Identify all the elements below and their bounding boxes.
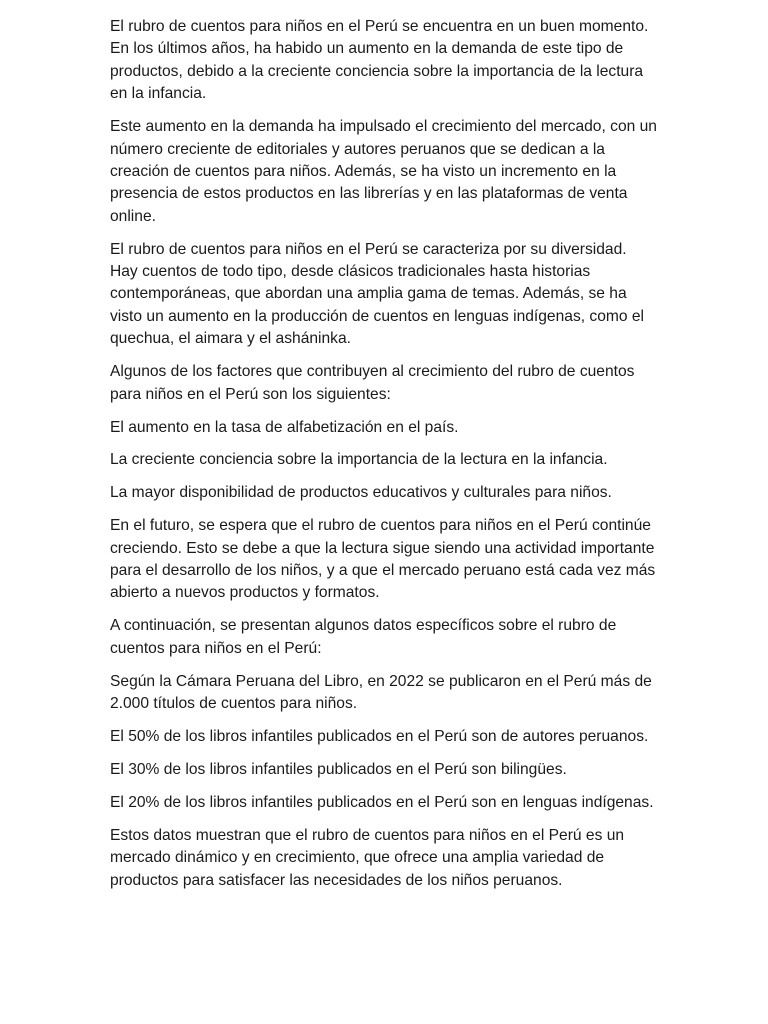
paragraph-factor-availability: La mayor disponibilidad de productos educativos y culturales para niños. — [110, 484, 612, 502]
paragraph-data-authors: El 50% de los libros infantiles publicados en el Perú son de autores peruanos. — [110, 727, 649, 745]
paragraph-factor-awareness: La creciente conciencia sobre la importancia de la lectura en la infancia. — [110, 451, 608, 469]
paragraph-factor-literacy: El aumento en la tasa de alfabetización en el país. — [110, 418, 459, 436]
paragraph-data-bilingual: El 30% de los libros infantiles publicados en el Perú son bilingües. — [110, 760, 567, 778]
paragraph-factors-intro: Algunos de los factores que contribuyen al crecimiento del rubro de cuentos para niños en el Perú son los siguientes: — [110, 363, 635, 403]
paragraph-data-titles: Según la Cámara Peruana del Libro, en 2022 se publicaron en el Perú más de 2.000 títulos de cuentos para niños. — [110, 672, 652, 713]
paragraph-data-intro: A continuación, se presentan algunos datos específicos sobre el rubro de cuentos para niños en el Perú: — [110, 617, 617, 657]
paragraph-conclusion: Estos datos muestran que el rubro de cuentos para niños en el Perú es un mercado dinámico y en crecimiento, que ofrece una amplia variedad de productos para satisfacer las necesidades de los niños peruanos. — [110, 826, 625, 889]
paragraph-data-indigenous: El 20% de los libros infantiles publicados en el Perú son en lenguas indígenas. — [110, 793, 654, 811]
paragraph-future: En el futuro, se espera que el rubro de cuentos para niños en el Perú continúe creciendo. Esto se debe a que la lectura sigue siendo una actividad importante para el desarrollo de los niños, y a que el mercado peruano está cada vez más abierto a nuevos productos y formatos. — [110, 517, 656, 602]
paragraph-market-growth: Este aumento en la demanda ha impulsado el crecimiento del mercado, con un número creciente de editoriales y autores peruanos que se dedican a la creación de cuentos para niños. Además, se ha visto un incremento en la presencia de estos productos en las librerías y en las plataformas de venta online. — [110, 118, 657, 225]
paragraph-diversity: El rubro de cuentos para niños en el Perú se caracteriza por su diversidad. Hay cuentos de todo tipo, desde clásicos tradicionales hasta historias contemporáneas, que abordan una amplia gama de temas. Además, se ha visto un aumento en la producción de cuentos en lenguas indígenas, como el quechua, el aimara y el asháninka. — [110, 240, 645, 348]
document-body — [110, 16, 658, 902]
paragraph-intro: El rubro de cuentos para niños en el Perú se encuentra en un buen momento. En los últimos años, ha habido un aumento en la demanda de este tipo de productos, debido a la creciente conciencia sobre la importancia de la lectura en la infancia. — [110, 18, 649, 103]
